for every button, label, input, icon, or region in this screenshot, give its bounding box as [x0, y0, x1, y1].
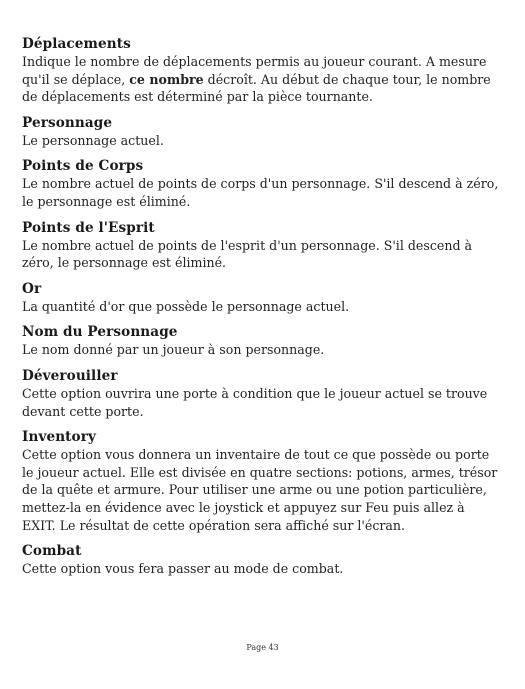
entry-term: Points de l'Esprit [22, 219, 155, 236]
entry-or [22, 281, 500, 316]
entry-term: Nom du Personnage [22, 324, 178, 341]
desc-text: Indique le nombre de déplacements permis au joueur courant. A mesure qu'il se déplace, [22, 54, 487, 87]
entry-description: Le nombre actuel de points de l'esprit d'un personnage. S'il descend à zéro, le personnage est éliminé. [22, 237, 473, 271]
entry-term: Combat [22, 543, 82, 560]
entry-description: Le nom donné par un joueur à son personnage. [22, 342, 325, 358]
entry-description: Cette option ouvrira une porte à condition que le joueur actuel se trouve devant cette porte. [22, 385, 488, 419]
desc-emphasis: ce nombre [129, 71, 204, 87]
entry-deplacements [22, 36, 500, 106]
entry-description: Le nombre actuel de points de corps d'un personnage. S'il descend à zéro, le personnage est éliminé. [22, 176, 499, 209]
entry-term: Inventory [22, 429, 96, 446]
entry-personnage [22, 115, 500, 150]
entry-description [22, 53, 500, 106]
entry-term: Personnage [22, 114, 113, 131]
entry-points-de-l-esprit [22, 220, 500, 272]
entry-description: Le personnage actuel. [22, 132, 164, 148]
entry-inventory [22, 429, 500, 534]
entry-combat [22, 543, 500, 578]
entry-nom-du-personnage [22, 324, 500, 359]
entry-description: La quantité d'or que possède le personnage actuel. [22, 298, 350, 314]
entry-description: Cette option vous fera passer au mode de combat. [22, 561, 344, 577]
entry-term: Déverouiller [22, 367, 118, 384]
page-number: Page 43 [246, 643, 279, 652]
entry-term: Or [22, 280, 42, 297]
manual-page-body [22, 36, 500, 587]
entry-term: Points de Corps [22, 158, 144, 175]
entry-term: Déplacements [22, 36, 131, 52]
entry-points-de-corps [22, 158, 500, 210]
desc-text: décroît. Au début de chaque tour, le nombre de déplacements est déterminé par la pièce tournante. [22, 71, 491, 105]
entry-deverouiller [22, 368, 500, 420]
entry-description: Cette option vous donnera un inventaire de tout ce que possède ou porte le joueur actuel. Elle est divisée en quatre sections: potions, armes, trésor de la quête et armure. Pour utiliser une arme ou une potion particulière, mettez-la en évidence avec le joystick et appuyez sur Feu puis allez à EXIT. Le résultat de cette opération sera affiché sur l'écran. [22, 447, 498, 533]
